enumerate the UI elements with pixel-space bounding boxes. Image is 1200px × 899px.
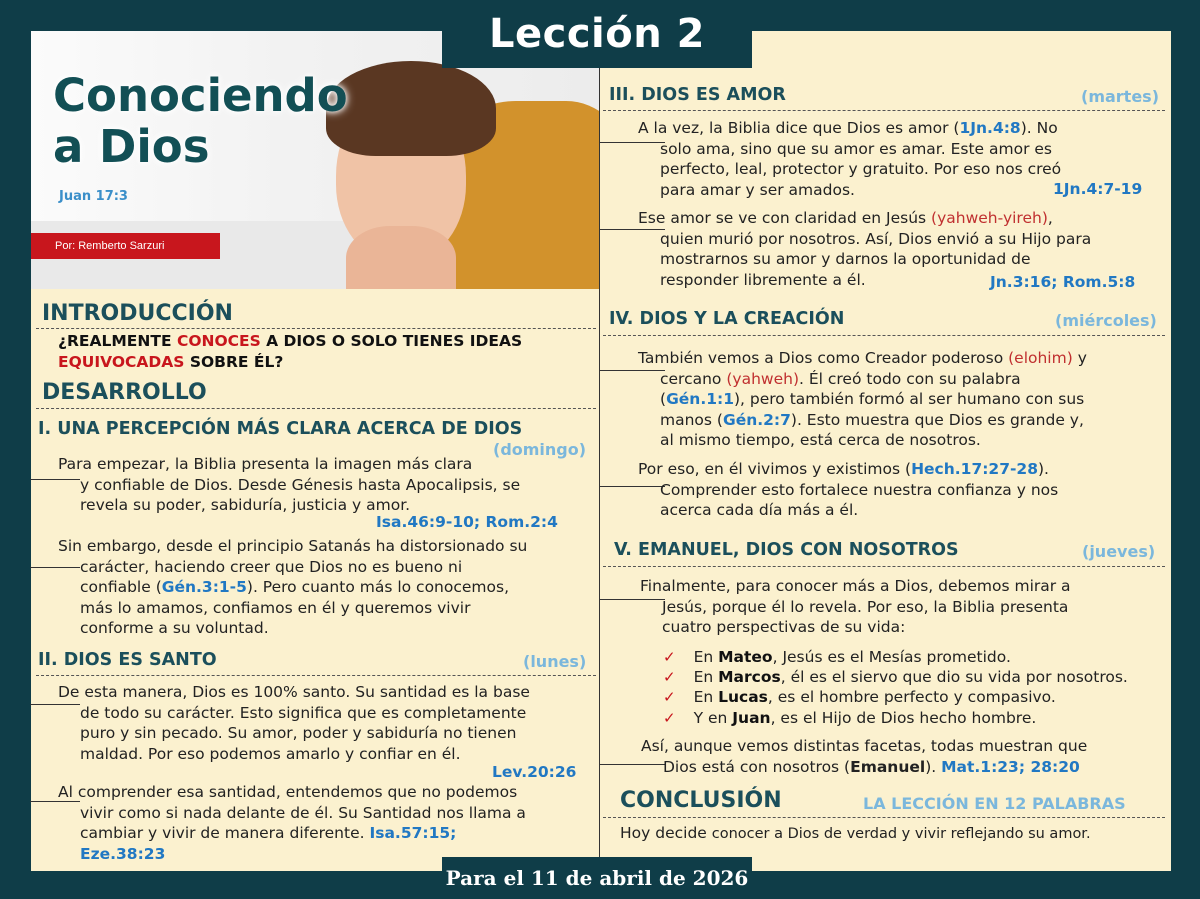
text: A la vez, la Biblia dice que Dios es amor ( <box>638 119 960 137</box>
section-3-heading: III. DIOS ES AMOR <box>609 85 786 105</box>
text: ). No <box>1020 119 1058 137</box>
section-5-divider <box>603 566 1165 567</box>
line <box>58 577 527 598</box>
line <box>638 410 1087 431</box>
text: En <box>693 688 719 707</box>
bible-ref: Mat.1:23; 28:20 <box>941 757 1080 776</box>
q-highlight-equivocadas: EQUIVOCADAS <box>58 353 185 371</box>
gospel-name: Juan <box>732 708 771 727</box>
conclusion-heading: CONCLUSIÓN <box>620 788 782 813</box>
text: ). Esto muestra que Dios es grande y, <box>790 410 1084 429</box>
line <box>638 369 1087 390</box>
bible-ref: 1Jn.4:8 <box>959 119 1021 137</box>
text: ( <box>660 390 667 409</box>
text: y <box>1072 349 1087 367</box>
section-1-paragraph-2 <box>58 536 527 639</box>
footer-date: Para el 11 de abril de 2026 <box>442 857 752 899</box>
lesson-number-tab: Lección 2 <box>442 0 752 68</box>
text: , Jesús es el Mesías prometido. <box>772 648 1011 666</box>
development-heading: DESARROLLO <box>42 380 207 405</box>
section-4-day: (miércoles) <box>1055 311 1157 330</box>
section-4-paragraph-2 <box>638 459 1058 521</box>
intro-divider <box>36 328 596 329</box>
line: De esta manera, Dios es 100% santo. Su santidad es la base <box>58 683 530 701</box>
line: carácter, haciendo creer que Dios no es bueno ni <box>80 557 463 576</box>
section-4-paragraph-1 <box>638 348 1087 451</box>
line: de todo su carácter. Esto significa que es completamente <box>80 703 527 722</box>
intro-heading: INTRODUCCIÓN <box>42 301 233 326</box>
q-part: SOBRE ÉL? <box>184 353 284 371</box>
text: Ese amor se ve con claridad en Jesús <box>638 209 932 227</box>
title-line-1: Conociendo <box>53 69 348 122</box>
line <box>638 208 1091 229</box>
line: mostrarnos su amor y darnos la oportunidad de <box>660 250 1031 269</box>
text: ). Pero cuanto más lo conocemos, <box>246 578 510 597</box>
section-3-ref-1: 1Jn.4:7-19 <box>1053 180 1143 198</box>
line: quien murió por nosotros. Así, Dios envió a su Hijo para <box>660 229 1092 248</box>
section-1-ref-1: Isa.46:9-10; Rom.2:4 <box>376 513 558 531</box>
gospels-list <box>663 647 1128 728</box>
text: ). <box>925 757 942 776</box>
column-divider <box>599 68 600 858</box>
section-4-divider <box>603 335 1165 336</box>
line: maldad. Por eso podemos amarlo y confiar en él. <box>80 744 461 763</box>
line: revela su poder, sabiduría, justicia y amor. <box>80 496 411 515</box>
section-5-heading: V. EMANUEL, DIOS CON NOSOTROS <box>614 540 959 560</box>
line <box>58 823 526 844</box>
conclusion-text <box>620 824 1091 842</box>
line: cuatro perspectivas de su vida: <box>662 618 906 637</box>
line: Comprender esto fortalece nuestra confianza y nos <box>660 480 1059 499</box>
line: y confiable de Dios. Desde Génesis hasta Apocalipsis, se <box>80 475 521 494</box>
author-badge: Por: Remberto Sarzuri <box>31 233 220 259</box>
list-item <box>663 687 1128 707</box>
text: También vemos a Dios como Creador poderoso <box>638 349 1009 367</box>
line: Al comprender esa santidad, entendemos que no podemos <box>58 783 518 801</box>
text: confiable ( <box>80 578 162 597</box>
q-highlight-conoces: CONOCES <box>176 332 261 350</box>
section-2-paragraph-1 <box>58 682 530 764</box>
section-1-paragraph-1 <box>58 454 520 516</box>
line: responder libremente a él. <box>660 270 866 289</box>
list-item <box>663 708 1128 728</box>
bible-ref: Eze.38:23 <box>80 844 166 863</box>
list-item <box>663 667 1128 687</box>
text: ). <box>1038 460 1049 478</box>
check-icon: ✓ <box>663 648 676 666</box>
text: , es el hombre perfecto y compasivo. <box>767 688 1056 707</box>
gospel-name: Lucas <box>718 688 768 707</box>
section-4-heading: IV. DIOS Y LA CREACIÓN <box>609 309 845 329</box>
line: vivir como si nada delante de él. Su Santidad nos llama a <box>80 803 526 822</box>
text: En <box>693 648 719 666</box>
text: , es el Hijo de Dios hecho hombre. <box>770 708 1037 727</box>
line: acerca cada día más a él. <box>660 501 859 520</box>
bible-ref: Gén.3:1-5 <box>161 578 247 597</box>
line: Sin embargo, desde el principio Satanás ha distorsionado su <box>58 537 528 555</box>
text: En <box>693 668 719 687</box>
text: Dios está con nosotros ( <box>663 757 851 776</box>
section-1-heading: I. UNA PERCEPCIÓN MÁS CLARA ACERCA DE DIOS <box>38 419 523 439</box>
text: . Él creó todo con su palabra <box>799 369 1021 388</box>
bible-ref: Isa.57:15; <box>369 824 457 843</box>
text: manos ( <box>660 410 723 429</box>
check-icon: ✓ <box>663 668 676 687</box>
line: al mismo tiempo, está cerca de nosotros. <box>660 431 981 450</box>
text: Por eso, en él vivimos y existimos ( <box>638 460 912 478</box>
lesson-title <box>53 70 383 172</box>
section-2-heading: II. DIOS ES SANTO <box>38 650 217 670</box>
line <box>638 348 1087 369</box>
conclusion-tag: LA LECCIÓN EN 12 PALABRAS <box>863 794 1126 813</box>
section-2-ref-1: Lev.20:26 <box>492 763 577 781</box>
development-divider <box>36 408 596 409</box>
line: Jesús, porque él lo revela. Por eso, la Biblia presenta <box>662 597 1069 616</box>
text: ), pero también formó al ser humano con sus <box>734 390 1085 409</box>
line <box>638 118 1061 139</box>
text: Hoy decide <box>620 824 712 842</box>
line: conforme a su voluntad. <box>80 619 269 638</box>
line: puro y sin pecado. Su amor, poder y sabiduría no tienen <box>80 724 517 743</box>
line: perfecto, leal, protector y gratuito. Por eso nos creó <box>660 160 1062 179</box>
check-icon: ✓ <box>663 688 676 707</box>
emanuel: Emanuel <box>850 757 926 776</box>
line <box>641 757 1087 778</box>
section-2-paragraph-2 <box>58 782 526 864</box>
intro-question <box>58 331 522 373</box>
section-3-ref-2: Jn.3:16; Rom.5:8 <box>990 273 1136 291</box>
section-3-day: (martes) <box>1081 87 1160 106</box>
section-1-day: (domingo) <box>493 440 587 459</box>
gospel-name: Mateo <box>718 648 773 666</box>
section-2-divider <box>36 675 596 676</box>
text: conocer a Dios de verdad y vivir reflejando su amor. <box>711 826 1091 842</box>
line: más lo amamos, confiamos en él y queremos vivir <box>80 598 471 617</box>
text: cambiar y vivir de manera diferente. <box>80 824 370 843</box>
title-reference: Juan 17:3 <box>59 189 128 204</box>
text: , él es el siervo que dio su vida por nosotros. <box>780 668 1128 687</box>
section-3-divider <box>603 110 1165 111</box>
bible-ref: Hech.17:27-28 <box>911 460 1038 478</box>
gospel-name: Marcos <box>718 668 781 687</box>
section-3-paragraph-1 <box>638 118 1061 200</box>
bible-ref: Gén.2:7 <box>722 410 791 429</box>
conclusion-divider <box>603 817 1165 818</box>
section-5-day: (jueves) <box>1082 542 1156 561</box>
divine-name: (yahweh) <box>726 369 799 388</box>
text: Y en <box>693 708 733 727</box>
hero-praying-hands <box>346 226 456 289</box>
bible-ref: Gén.1:1 <box>666 390 734 409</box>
text: , <box>1047 209 1053 227</box>
text: cercano <box>660 369 727 388</box>
divine-name: (yahweh-yireh) <box>931 209 1048 227</box>
q-part: ¿REALMENTE <box>58 332 177 350</box>
line: Finalmente, para conocer más a Dios, debemos mirar a <box>640 577 1071 595</box>
line <box>638 459 1058 480</box>
section-2-day: (lunes) <box>523 652 587 671</box>
line: solo ama, sino que su amor es amar. Este amor es <box>660 139 1053 158</box>
line: para amar y ser amados. <box>660 180 855 199</box>
divine-name: (elohim) <box>1008 349 1073 367</box>
q-part: A DIOS O SOLO TIENES IDEAS <box>260 332 523 350</box>
line <box>638 389 1087 410</box>
line: Así, aunque vemos distintas facetas, todas muestran que <box>641 737 1088 755</box>
section-5-paragraph-2 <box>641 736 1087 777</box>
line: Para empezar, la Biblia presenta la imagen más clara <box>58 455 473 473</box>
list-item <box>663 647 1128 667</box>
check-icon: ✓ <box>663 708 676 727</box>
section-5-paragraph-1 <box>640 576 1071 638</box>
title-line-2: a Dios <box>53 120 210 173</box>
